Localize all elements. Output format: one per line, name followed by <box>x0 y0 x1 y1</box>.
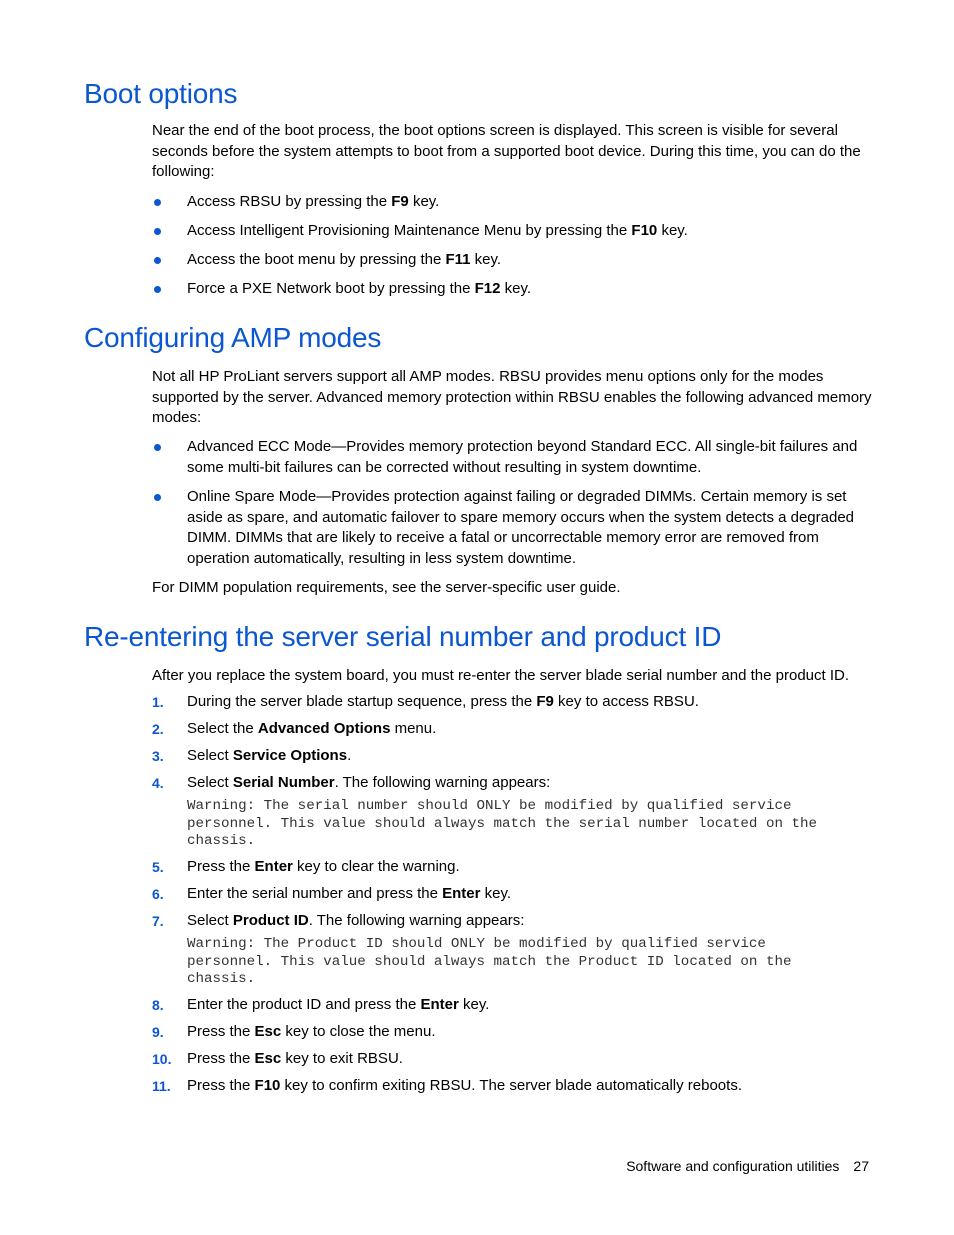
list-item: 7. Select Product ID. The following warning appears: <box>152 912 525 929</box>
bullet-icon <box>154 286 161 293</box>
product-warning-code: Warning: The Product ID should ONLY be modified by qualified service personnel. This value should always match the Product ID located on the chassis. <box>187 936 792 987</box>
list-item: Access RBSU by pressing the F9 key. <box>152 192 872 213</box>
bullet-icon <box>154 199 161 206</box>
list-item: 11. Press the F10 key to confirm exiting RBSU. The server blade automatically reboots. <box>152 1076 742 1094</box>
amp-modes-intro: Not all HP ProLiant servers support all AMP modes. RBSU provides menu options only for the modes supported by the server. Advanced memory protection within RBSU enables the following advanced memory modes: <box>152 368 872 426</box>
bullet-icon <box>154 228 161 235</box>
list-item: Force a PXE Network boot by pressing the F12 key. <box>152 279 872 300</box>
bullet-icon <box>154 444 161 451</box>
list-item: 9. Press the Esc key to close the menu. <box>152 1023 436 1040</box>
heading-serial-number: Re-entering the server serial number and product ID <box>84 621 722 652</box>
amp-modes-outro: For DIMM population requirements, see the server-specific user guide. <box>152 579 621 596</box>
footer-section-title: Software and configuration utilities <box>626 1158 840 1174</box>
list-item: Access Intelligent Provisioning Maintenance Menu by pressing the F10 key. <box>152 221 872 242</box>
serial-intro: After you replace the system board, you must re-enter the server blade serial number and the product ID. <box>152 667 850 684</box>
bullet-icon <box>154 494 161 501</box>
amp-modes-list <box>152 437 872 569</box>
page-footer <box>626 1158 869 1174</box>
boot-options-intro: Near the end of the boot process, the boot options screen is displayed. This screen is visible for several seconds before the system attempts to boot from a supported boot device. During this time, you can do the following: <box>152 122 861 180</box>
bullet-icon <box>154 257 161 264</box>
serial-steps <box>152 692 872 797</box>
list-item: Online Spare Mode—Provides protection against failing or degraded DIMMs. Certain memory is set aside as spare, and automatic failover to spare memory occurs when the system detects a degraded DIMM. DIMMs that are likely to receive a fatal or uncorrectable memory error are removed from operation automatically, resulting in less system downtime. <box>152 487 872 569</box>
list-item: 5. Press the Enter key to clear the warning. <box>152 858 460 875</box>
list-item: Access the boot menu by pressing the F11 key. <box>152 250 872 271</box>
heading-boot-options: Boot options <box>84 78 238 109</box>
list-item: 10. Press the Esc key to exit RBSU. <box>152 1049 403 1067</box>
serial-warning-code: Warning: The serial number should ONLY be modified by qualified service personnel. This value should always match the serial number located on the chassis. <box>187 798 818 849</box>
list-item: 3. Select Service Options. <box>152 747 352 764</box>
list-item: 2. Select the Advanced Options menu. <box>152 720 437 737</box>
list-item: 8. Enter the product ID and press the Enter key. <box>152 996 490 1013</box>
list-item: Advanced ECC Mode—Provides memory protection beyond Standard ECC. All single-bit failures and some multi-bit failures can be corrected without resulting in system downtime. <box>152 437 872 478</box>
list-item: 6. Enter the serial number and press the Enter key. <box>152 885 512 902</box>
serial-steps-final <box>152 995 872 1096</box>
heading-amp-modes: Configuring AMP modes <box>84 322 382 353</box>
list-item: 1. During the server blade startup sequence, press the F9 key to access RBSU. <box>152 693 699 710</box>
boot-options-list <box>152 192 872 300</box>
page-number: 27 <box>853 1158 869 1174</box>
serial-steps-continued <box>152 857 872 932</box>
list-item: 4. Select Serial Number. The following warning appears: <box>152 774 551 791</box>
